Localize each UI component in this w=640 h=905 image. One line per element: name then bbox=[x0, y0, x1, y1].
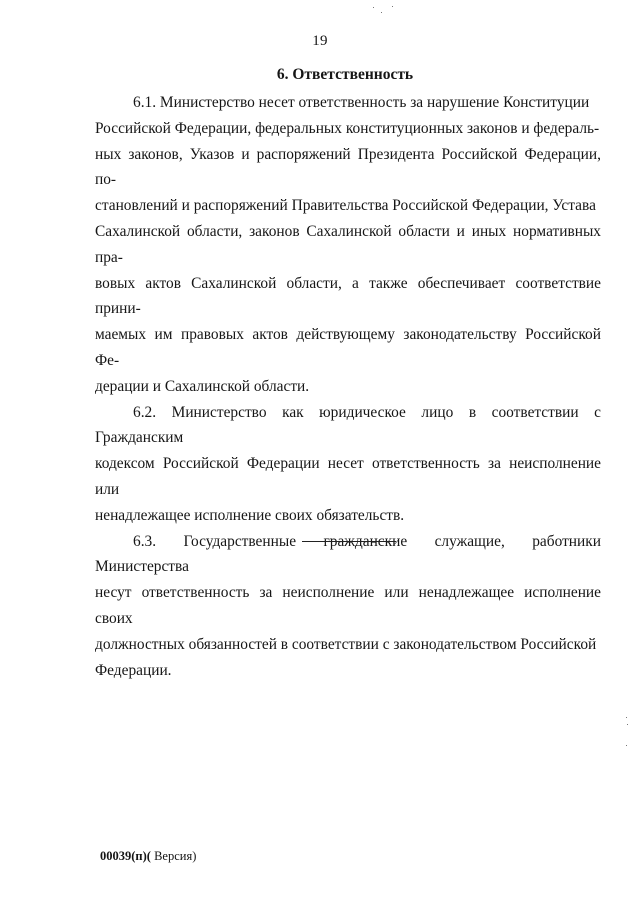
document-body bbox=[95, 90, 601, 683]
scan-speck bbox=[373, 7, 374, 8]
text-line: дерации и Сахалинской области. bbox=[95, 377, 310, 395]
text-line: становлений и распоряжений Правительства Российской Федерации, Устава bbox=[95, 197, 596, 215]
paragraph-6-1 bbox=[95, 90, 601, 400]
text-line: 6.3. Государственные гражданские служащие, работники Министерства bbox=[95, 532, 601, 576]
page-number: 19 bbox=[312, 33, 328, 49]
paragraph-6-2 bbox=[95, 400, 601, 529]
scan-speck bbox=[381, 12, 382, 13]
text-line: кодексом Российской Федерации несет ответственность за неисполнение или bbox=[95, 455, 601, 498]
footer-code: 00039(п)( bbox=[100, 849, 151, 863]
text-line: Российской Федерации, федеральных конституционных законов и федераль- bbox=[95, 119, 600, 137]
text-line: Федерации. bbox=[95, 661, 172, 679]
section-title: 6. Ответственность bbox=[276, 66, 414, 83]
paragraph-6-3 bbox=[95, 529, 601, 684]
text-line: вовых актов Сахалинской области, а также обеспечивает соответствие прини- bbox=[95, 274, 601, 318]
scan-speck bbox=[392, 6, 393, 7]
closing-rule-line bbox=[302, 541, 396, 542]
text-line: 6.1. Министерство несет ответственность за нарушение Конституции bbox=[133, 94, 590, 111]
text-line: ненадлежащее исполнение своих обязательств. bbox=[95, 506, 405, 524]
text-line: 6.2. Министерство как юридическое лицо в соответствии с Гражданским bbox=[95, 403, 601, 447]
scan-speck bbox=[626, 717, 627, 718]
text-line: несут ответственность за неисполнение или ненадлежащее исполнение своих bbox=[95, 584, 601, 627]
scan-speck bbox=[627, 724, 628, 725]
footer-version: Версия) bbox=[150, 849, 197, 863]
text-line: маемых им правовых актов действующему законодательству Российской Фе- bbox=[95, 326, 601, 369]
scan-speck bbox=[626, 745, 627, 746]
text-line: должностных обязанностей в соответствии с законодательством Российской bbox=[95, 635, 597, 653]
text-line: Сахалинской области, законов Сахалинской области и иных нормативных пра- bbox=[95, 222, 601, 266]
text-line: ных законов, Указов и распоряжений Президента Российской Федерации, по- bbox=[95, 145, 601, 189]
footer-document-code bbox=[100, 849, 196, 864]
